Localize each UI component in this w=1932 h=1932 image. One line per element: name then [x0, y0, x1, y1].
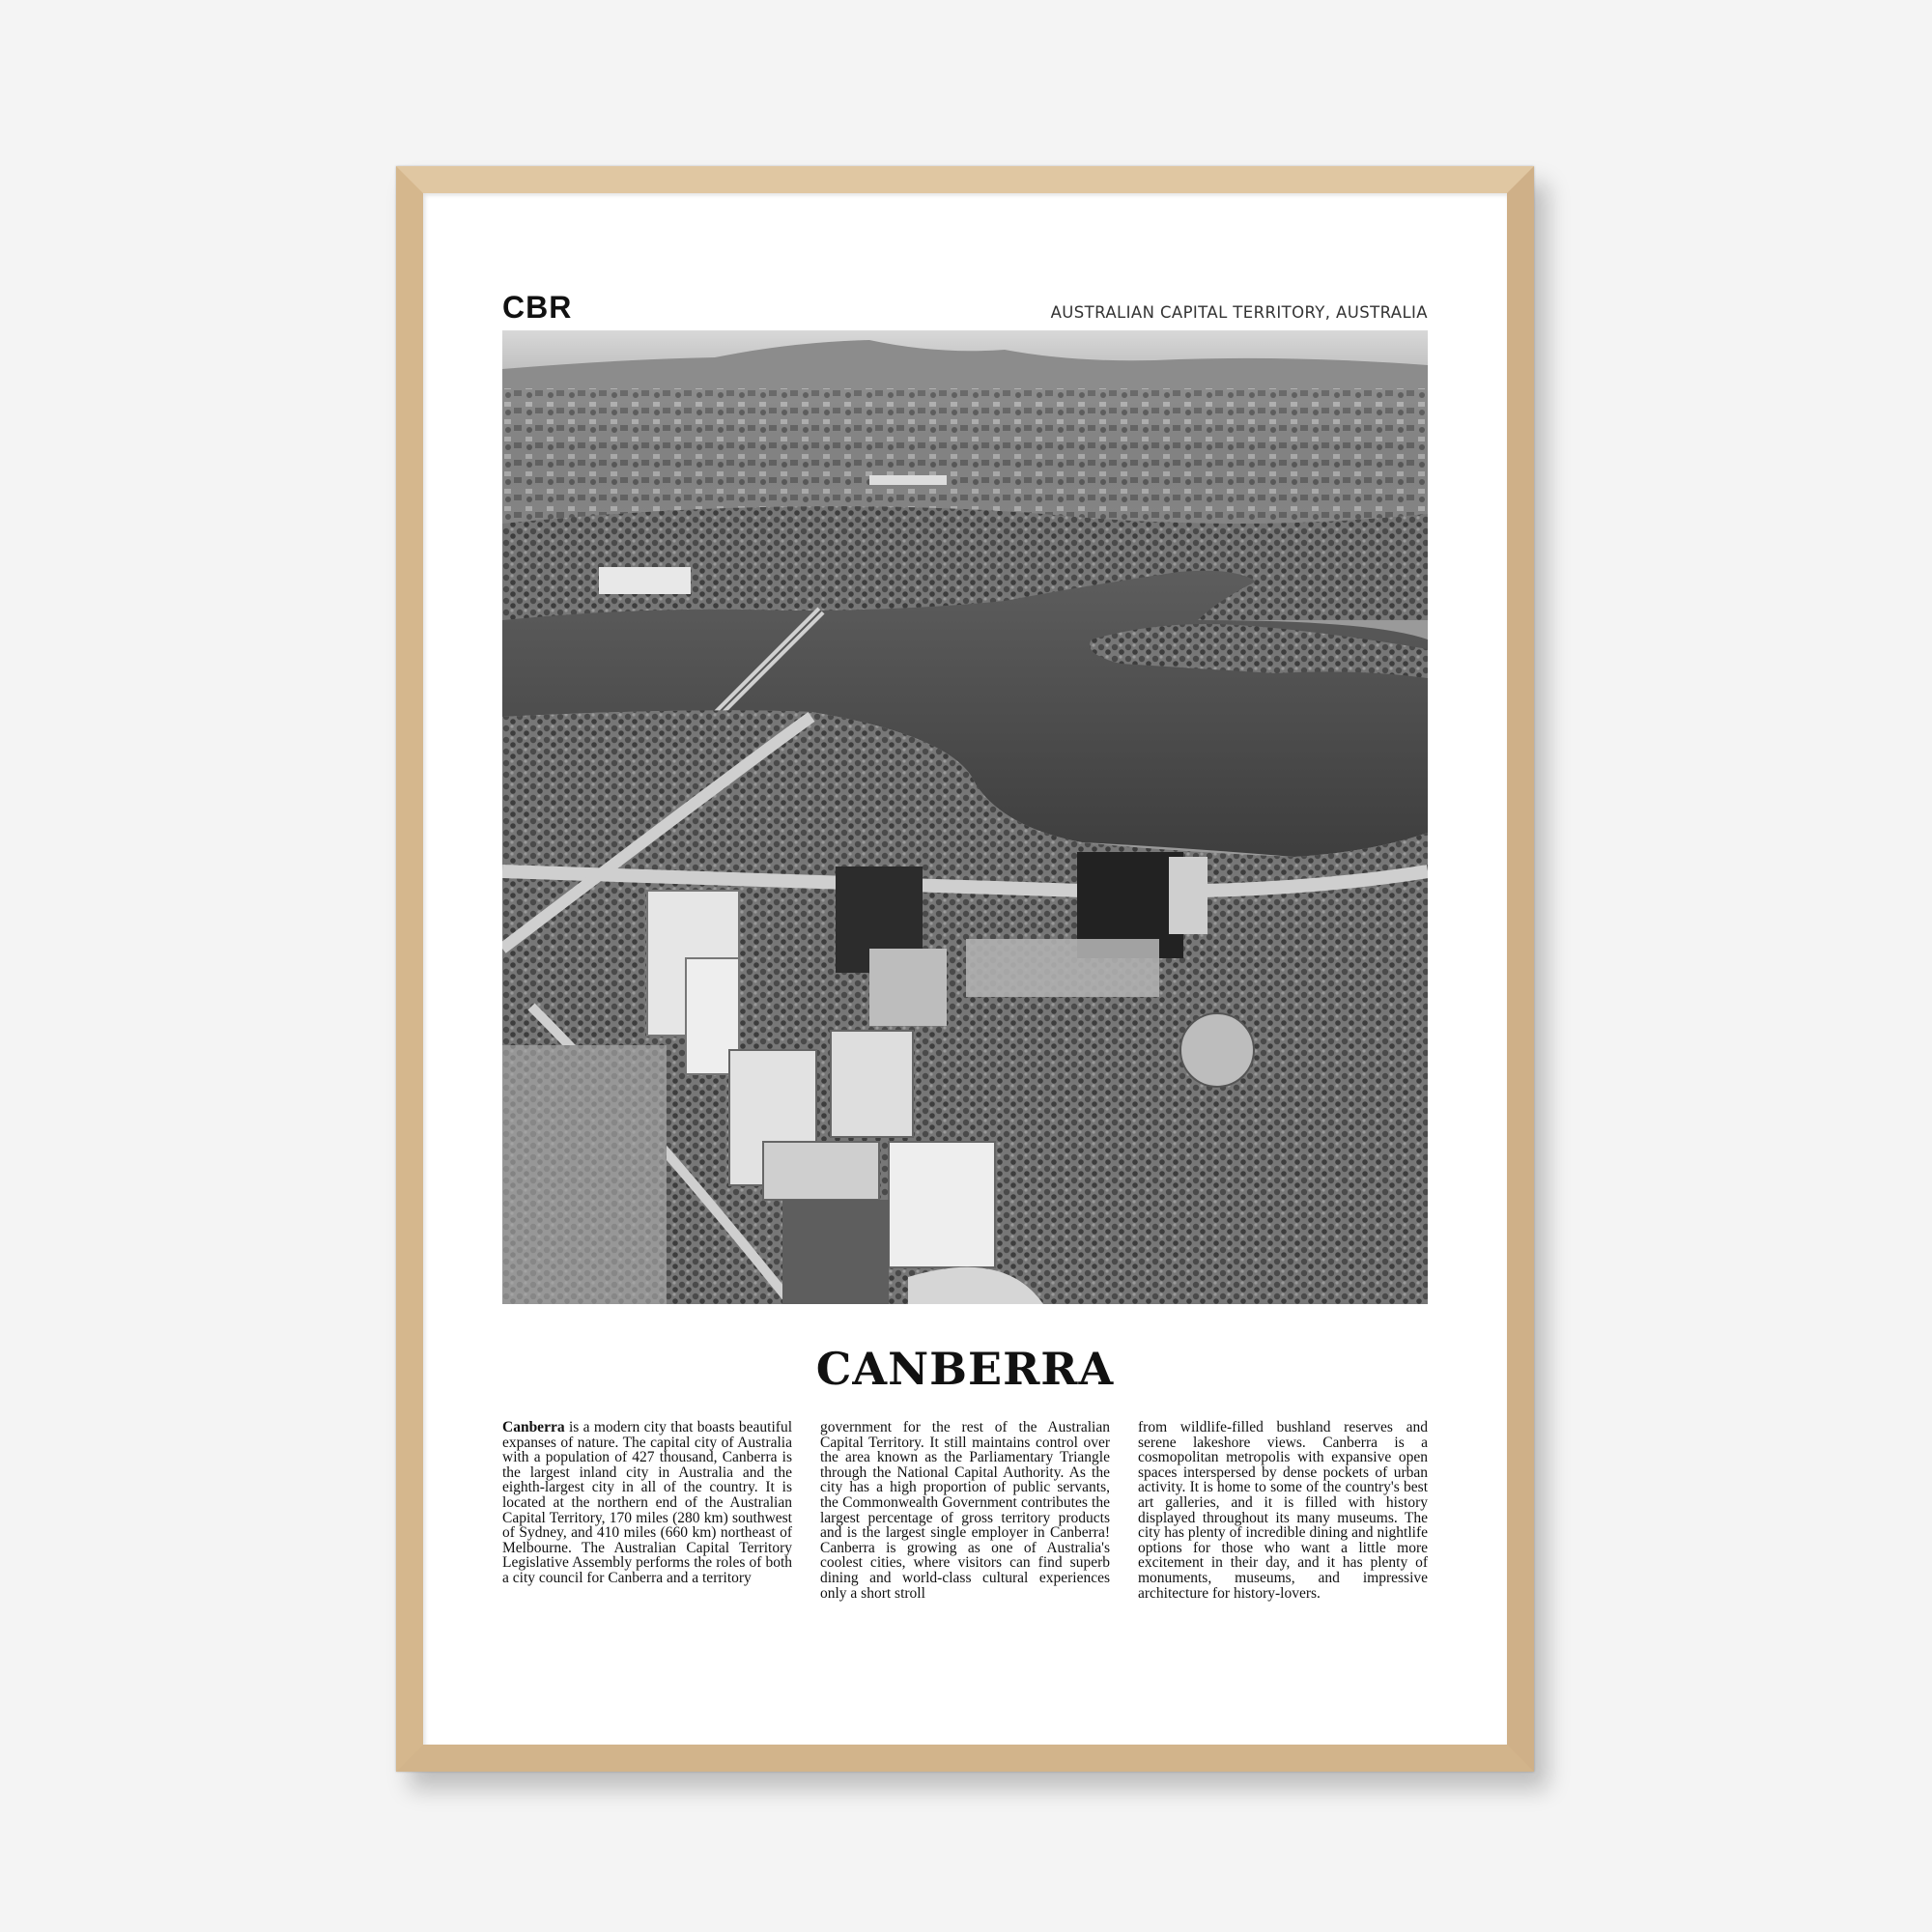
column-1-text: is a modern city that boasts beautiful expanses of nature. The capital city of Australia with a population of 427 thousand, Canberra is the largest inland city in Australia and the eighth-largest city in all of the country. It is located at the northern end of the Australian Capital Territory, 170 miles (280 km) southwest of Sydney, and 410 miles (660 km) northeast of Melbourne. The Australian Capital Territory Legislative Assembly performs the roles of both a city council for Canberra and a territory: [502, 1419, 792, 1586]
description-column-1: [502, 1420, 792, 1601]
lead-word: Canberra: [502, 1419, 565, 1435]
city-code: CBR: [502, 290, 573, 325]
region-label: AUSTRALIAN CAPITAL TERRITORY, AUSTRALIA: [1050, 303, 1428, 322]
description-column-3: from wildlife-filled bushland reserves and serene lakeshore views. Canberra is a cosmopolitan metropolis with expansive open spaces interspersed by dense pockets of urban activity. It is home to some of the country's best art galleries, and it is filled with history displayed throughout its many museums. The city has plenty of incredible dining and nightlife options for those who want a little more excitement in their day, and it has plenty of monuments, museums, and impressive architecture for history-lovers.: [1138, 1419, 1428, 1602]
aerial-photo: [502, 330, 1428, 1304]
description-columns: [502, 1420, 1428, 1601]
city-title: CANBERRA: [815, 1343, 1115, 1395]
description-column-2: government for the rest of the Australian Capital Territory. It still maintains control over the area known as the Parliamentary Triangle through the National Capital Authority. As the city has a high proportion of public servants, the Commonwealth Government contributes the largest percentage of gross territory products and is the largest single employer in Canberra! Canberra is growing as one of Australia's coolest cities, where visitors can find superb dining and world-class cultural experiences only a short stroll: [820, 1419, 1110, 1602]
